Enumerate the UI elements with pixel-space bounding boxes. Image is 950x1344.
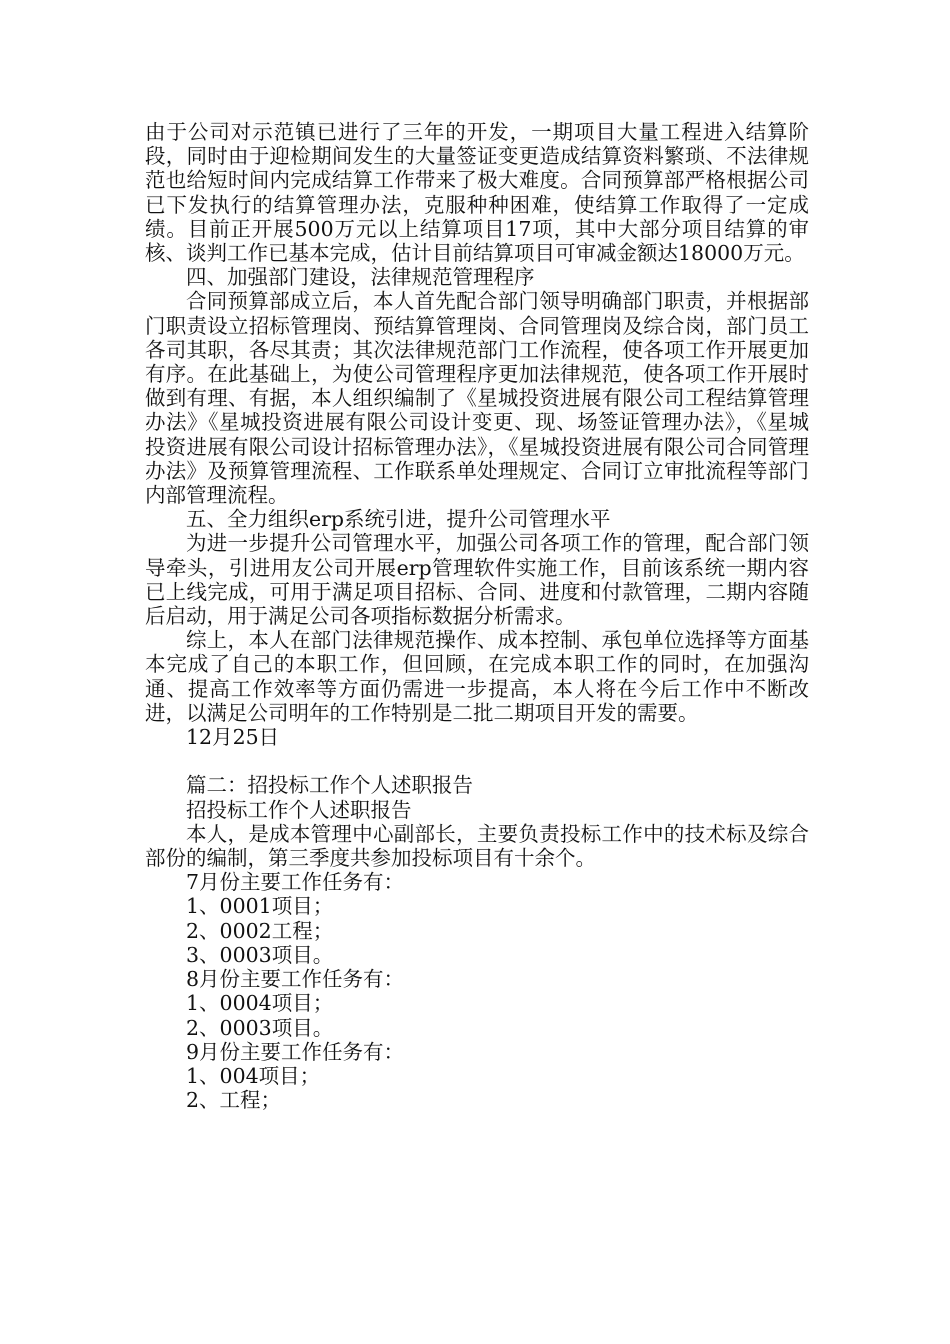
month-august-heading: 8月份主要工作任务有： (186, 967, 405, 992)
heading-erp: 五、全力组织erp系统引进，提升公司管理水平 (186, 507, 611, 532)
list-item: 2、工程； (186, 1088, 282, 1113)
list-item: 2、0002工程； (186, 918, 334, 943)
paragraph-erp: 为进一步提升公司管理水平，加强公司各项工作的管理，配合部门领导牵头，引进用友公司开展erp管理软件实施工作，目前该系统一期内容已上线完成，可用于满足项目招标、合同、进度和付款管理，二期内容随后启动，用于满足公司各项指标数据分析需求。 (145, 531, 809, 629)
list-item: 3、0003项目。 (186, 942, 334, 967)
list-item: 1、0004项目； (186, 991, 334, 1016)
blank-line (145, 749, 809, 773)
chapter-title: 篇二：招投标工作个人述职报告 (186, 773, 473, 798)
list-item: 1、004项目； (186, 1063, 321, 1088)
paragraph-settlement: 由于公司对示范镇已进行了三年的开发，一期项目大量工程进入结算阶段，同时由于迎检期间发生的大量签证变更造成结算资料繁琐、不法律规范也给短时间内完成结算工作带来了极大难度。合同预算部严格根据公司已下发执行的结算管理办法，克服种种困难，使结算工作取得了一定成绩。目前正开展500万元以上结算项目17项，其中大部分项目结算的审核、谈判工作已基本完成，估计目前结算项目可审减金额达18000万元。 (145, 120, 809, 266)
report-title: 招投标工作个人述职报告 (186, 797, 412, 822)
month-september-heading: 9月份主要工作任务有： (186, 1039, 405, 1064)
heading-department-building: 四、加强部门建设，法律规范管理程序 (186, 265, 535, 290)
list-item: 1、0001项目； (186, 894, 334, 919)
paragraph-intro: 本人，是成本管理中心副部长，主要负责投标工作中的技术标及综合部份的编制，第三季度共参加投标项目有十余个。 (145, 821, 809, 871)
list-item: 2、0003项目。 (186, 1015, 334, 1040)
paragraph-summary: 综上，本人在部门法律规范操作、成本控制、承包单位选择等方面基本完成了自己的本职工作，但回顾，在完成本职工作的同时，在加强沟通、提高工作效率等方面仍需进一步提高，本人将在今后工作中不断改进，以满足公司明年的工作特别是二批二期项目开发的需要。 (145, 628, 809, 725)
document-page (145, 120, 809, 1112)
date-line: 12月25日 (186, 725, 280, 750)
paragraph-department-building: 合同预算部成立后，本人首先配合部门领导明确部门职责，并根据部门职责设立招标管理岗、预结算管理岗、合同管理岗及综合岗，部门员工各司其职，各尽其责；其次法律规范部门工作流程，使各项工作开展更加有序。在此基础上，为使公司管理程序更加法律规范，使各项工作开展时做到有理、有据，本人组织编制了《星城投资进展有限公司工程结算管理办法》《星城投资进展有限公司设计变更、现、场签证管理办法》，《星城投资进展有限公司设计招标管理办法》，《星城投资进展有限公司合同管理办法》及预算管理流程、工作联系单处理规定、合同订立审批流程等部门内部管理流程。 (145, 289, 809, 508)
month-july-heading: 7月份主要工作任务有： (186, 870, 405, 895)
